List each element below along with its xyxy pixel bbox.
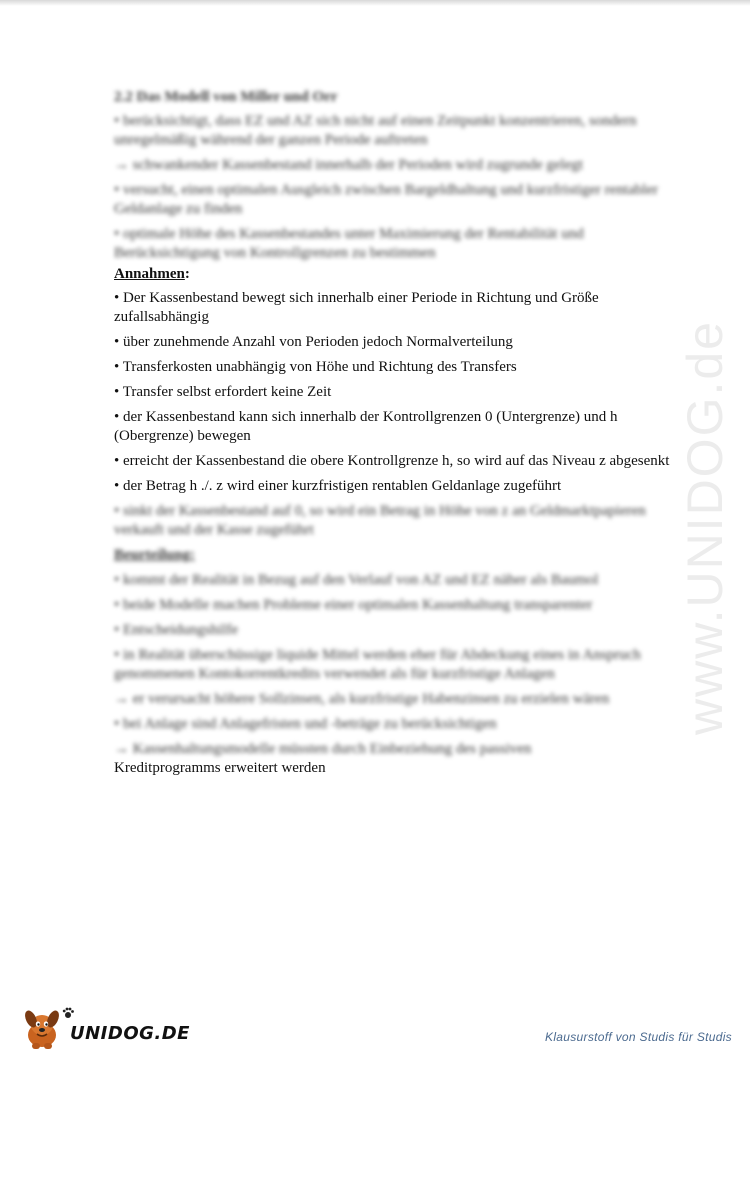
assumption-item: • der Betrag h ./. z wird einer kurzfristigen rentablen Geldanlage zugeführt [114,478,562,494]
evaluation-heading: Beurteilung: [114,547,195,563]
blurred-paragraph: • beide Modelle machen Probleme einer optimalen Kassenhaltung transparenter [114,597,593,613]
assumptions-label: Annahmen [114,266,185,282]
blurred-paragraph: → er verursacht höhere Sollzinsen, als kurzfristige Habenzinsen zu erzielen wären [114,691,610,707]
blurred-section-top [114,88,689,263]
document-body [114,88,689,778]
clear-tail-line: Kreditprogramms erweitert werden [114,760,326,776]
blurred-paragraph: • in Realität überschüssige liquide Mittel werden eher für Abdeckung eines in Anspruch genommenen Kontokorrentkredits verwendet als für kurzfristige Anlagen [114,647,641,682]
assumption-item: • der Kassenbestand kann sich innerhalb der Kontrollgrenzen 0 (Untergrenze) und h (Obergrenze) bewegen [114,409,618,444]
blurred-paragraph: → schwankender Kassenbestand innerhalb der Perioden wird zugrunde gelegt [114,157,584,173]
blurred-paragraph: • sinkt der Kassenbestand auf 0, so wird ein Betrag in Höhe von z an Geldmarktpapieren verkauft und der Kasse zugeführt [114,503,646,538]
blurred-paragraph: • versucht, einen optimalen Ausgleich zwischen Bargeldhaltung und kurzfristiger rentabler Geldanlage zu finden [114,182,658,217]
watermark-text: www.UNIDOG.de [677,320,733,735]
blurred-paragraph: • optimale Höhe des Kassenbestandes unter Maximierung der Rentabilität und Berücksichtigung von Kontrollgrenzen zu bestimmen [114,226,584,261]
blurred-paragraph: → Kassenhaltungsmodelle müssten durch Einbeziehung des passiven [114,741,532,757]
footer-tagline: Klausurstoff von Studis für Studis [545,1030,732,1044]
blurred-paragraph: • kommt der Realität in Bezug auf den Verlauf von AZ und EZ näher als Baumol [114,572,599,588]
assumption-item: • erreicht der Kassenbestand die obere Kontrollgrenze h, so wird auf das Niveau z abgesenkt [114,453,670,469]
assumption-item: • Der Kassenbestand bewegt sich innerhalb einer Periode in Richtung und Größe zufallsabhängig [114,290,599,325]
watermark-container [676,320,736,1195]
blurred-section-bottom [114,502,689,759]
assumptions-section [114,265,689,496]
dog-mascot-icon [18,1005,66,1053]
page-top-edge [0,0,750,6]
assumption-item: • Transfer selbst erfordert keine Zeit [114,384,332,400]
blurred-paragraph: • bei Anlage sind Anlagefristen und -beträge zu berücksichtigen [114,716,497,732]
blurred-paragraph: • Entscheidungshilfe [114,622,238,638]
assumptions-colon: : [184,266,190,282]
assumptions-heading [114,265,689,284]
assumption-item: • über zunehmende Anzahl von Perioden jedoch Normalverteilung [114,334,513,350]
blurred-paragraph: • berücksichtigt, dass EZ und AZ sich nicht auf einen Zeitpunkt konzentrieren, sondern unregelmäßig während der ganzen Periode auftreten [114,113,637,148]
section-heading: 2.2 Das Modell von Miller und Orr [114,89,338,105]
paw-icon [62,1007,74,1019]
assumption-item: • Transferkosten unabhängig von Höhe und Richtung des Transfers [114,359,517,375]
logo-wordmark: UNIDOG.DE [70,1023,190,1044]
unidog-logo[interactable] [18,1005,190,1053]
